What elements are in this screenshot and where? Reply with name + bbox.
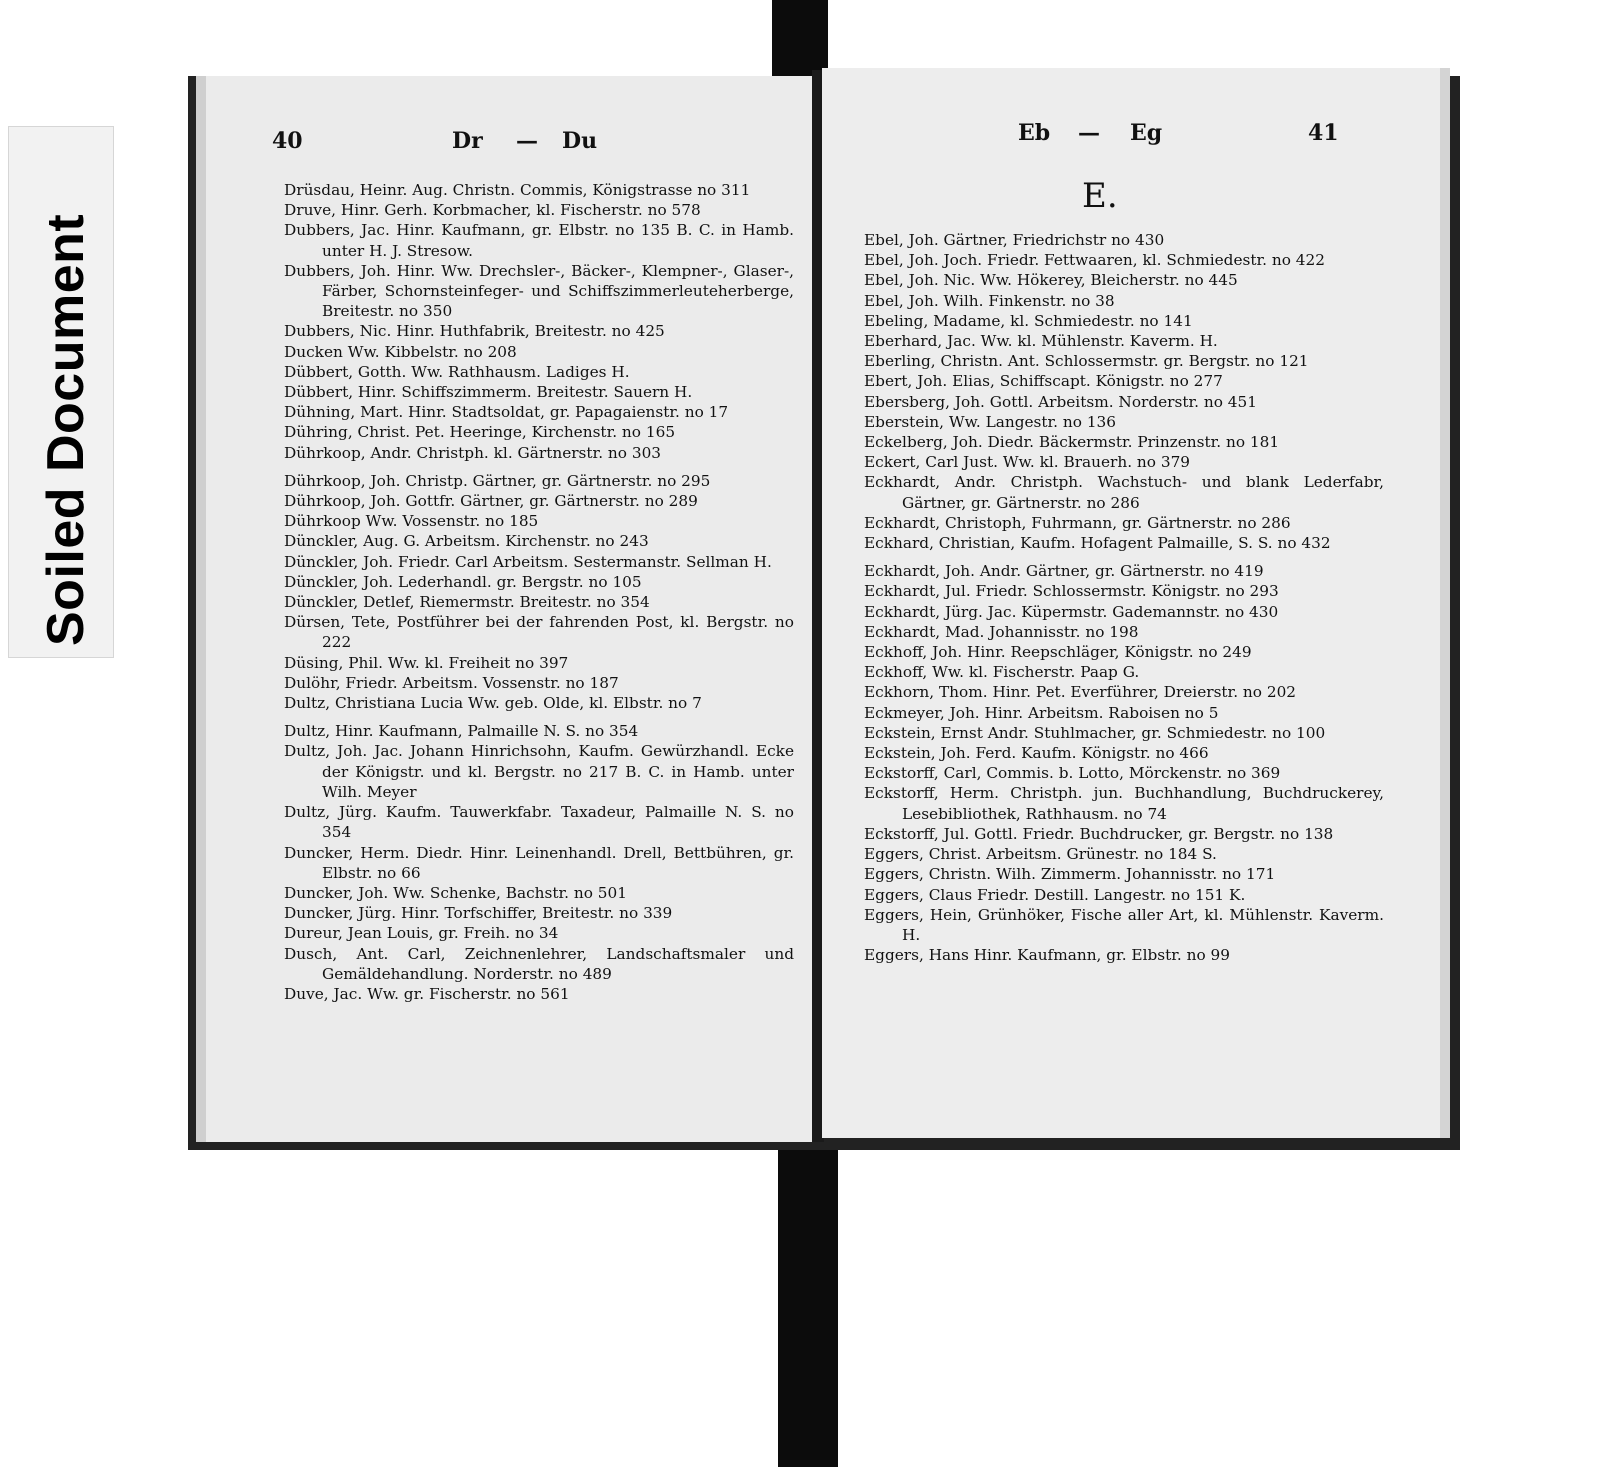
directory-entry: Eckstorff, Herm. Christph. jun. Buchhandlung, Buchdruckerey, Lesebibliothek, Rathhausm. no 74 [864, 784, 1384, 823]
directory-entry: Dünckler, Joh. Friedr. Carl Arbeitsm. Sestermanstr. Sellman H. [284, 552, 772, 571]
right-running-head-dash: — [1078, 120, 1100, 146]
directory-entry: Dultz, Jürg. Kaufm. Tauwerkfabr. Taxadeur, Palmaille N. S. no 354 [284, 803, 794, 842]
directory-entry: Ebel, Joh. Gärtner, Friedrichstr no 430 [864, 231, 1165, 249]
directory-entry: Eckhardt, Andr. Christph. Wachstuch- und blank Lederfabr, Gärtner, gr. Gärtnerstr. no 286 [864, 473, 1384, 512]
directory-entry: Ducken Ww. Kibbelstr. no 208 [284, 342, 517, 361]
directory-entry: Eckhardt, Joh. Andr. Gärtner, gr. Gärtnerstr. no 419 [864, 562, 1264, 581]
directory-entry: Eggers, Christn. Wilh. Zimmerm. Johannisstr. no 171 [864, 865, 1276, 884]
left-entry-list [284, 180, 794, 1004]
right-running-head-from: Eb [1018, 120, 1051, 146]
right-running-head-to: Eg [1130, 120, 1163, 146]
directory-entry: Dünckler, Aug. G. Arbeitsm. Kirchenstr. no 243 [284, 532, 649, 551]
directory-entry: Dübbert, Gotth. Ww. Rathhausm. Ladiges H. [284, 362, 630, 381]
directory-entry: Dührkoop, Joh. Gottfr. Gärtner, gr. Gärtnerstr. no 289 [284, 492, 698, 511]
directory-entry: Eckhardt, Mad. Johannisstr. no 198 [864, 622, 1139, 641]
directory-entry: Düsing, Phil. Ww. kl. Freiheit no 397 [284, 653, 569, 672]
directory-entry: Eckhardt, Christoph, Fuhrmann, gr. Gärtnerstr. no 286 [864, 513, 1291, 532]
directory-entry: Dühning, Mart. Hinr. Stadtsoldat, gr. Papagaienstr. no 17 [284, 403, 729, 422]
directory-entry: Dührkoop, Andr. Christph. kl. Gärtnerstr. no 303 [284, 443, 662, 462]
right-entry-list [864, 230, 1384, 965]
directory-entry: Eckhoff, Joh. Hinr. Reepschläger, Königstr. no 249 [864, 643, 1252, 662]
directory-entry: Dürsen, Tete, Postführer bei der fahrenden Post, kl. Bergstr. no 222 [284, 613, 794, 652]
directory-entry: Eggers, Christ. Arbeitsm. Grünestr. no 184 S. [864, 845, 1217, 864]
directory-entry: Eggers, Hein, Grünhöker, Fische aller Art, kl. Mühlenstr. Kaverm. H. [864, 905, 1384, 944]
directory-entry: Eckstein, Joh. Ferd. Kaufm. Königstr. no 466 [864, 744, 1209, 763]
directory-entry: Duncker, Herm. Diedr. Hinr. Leinenhandl. Drell, Bettbühren, gr. Elbstr. no 66 [284, 843, 794, 882]
directory-entry: Eggers, Hans Hinr. Kaufmann, gr. Elbstr. no 99 [864, 946, 1231, 965]
directory-entry: Dubbers, Joh. Hinr. Ww. Drechsler-, Bäcker-, Klempner-, Glaser-, Färber, Schornsteinfeger- und Schiffszimmerleuteherberge, Breitestr. no 350 [284, 261, 794, 321]
left-running-head-from: Dr [452, 128, 483, 154]
right-page [822, 68, 1450, 1138]
directory-entry: Dureur, Jean Louis, gr. Freih. no 34 [284, 924, 559, 943]
directory-entry: Eckstein, Ernst Andr. Stuhlmacher, gr. Schmiedestr. no 100 [864, 723, 1326, 742]
binding-strip-top [772, 0, 828, 78]
directory-entry: Druve, Hinr. Gerh. Korbmacher, kl. Fischerstr. no 578 [284, 201, 701, 220]
directory-entry: Eckert, Carl Just. Ww. kl. Brauerh. no 379 [864, 453, 1191, 472]
directory-entry: Dubbers, Nic. Hinr. Huthfabrik, Breitestr. no 425 [284, 322, 665, 341]
directory-entry: Dultz, Joh. Jac. Johann Hinrichsohn, Kaufm. Gewürzhandl. Ecke der Königstr. und kl. Bergstr. no 217 B. C. in Hamb. unter Wilh. Meyer [284, 742, 794, 801]
directory-entry: Dühring, Christ. Pet. Heeringe, Kirchenstr. no 165 [284, 423, 676, 442]
directory-entry: Dührkoop, Joh. Christp. Gärtner, gr. Gärtnerstr. no 295 [284, 471, 711, 490]
directory-entry: Eckelberg, Joh. Diedr. Bäckermstr. Prinzenstr. no 181 [864, 433, 1280, 452]
directory-entry: Ebel, Joh. Wilh. Finkenstr. no 38 [864, 291, 1115, 310]
soiled-document-label: Soiled Document [37, 213, 95, 646]
left-running-head-to: Du [562, 128, 598, 154]
section-letter-heading: E. [1082, 176, 1118, 216]
right-page-number: 41 [1308, 120, 1339, 146]
directory-entry: Dulöhr, Friedr. Arbeitsm. Vossenstr. no 187 [284, 673, 619, 692]
directory-entry: Eberhard, Jac. Ww. kl. Mühlenstr. Kaverm. H. [864, 332, 1218, 351]
binding-strip-bottom [778, 1132, 838, 1467]
directory-entry: Dübbert, Hinr. Schiffszimmerm. Breitestr. Sauern H. [284, 383, 693, 402]
directory-entry: Dubbers, Jac. Hinr. Kaufmann, gr. Elbstr. no 135 B. C. in Hamb. unter H. J. Stresow. [284, 221, 794, 260]
directory-entry: Eckmeyer, Joh. Hinr. Arbeitsm. Raboisen no 5 [864, 703, 1219, 722]
directory-entry: Dultz, Christiana Lucia Ww. geb. Olde, kl. Elbstr. no 7 [284, 694, 702, 713]
directory-entry: Eckhardt, Jürg. Jac. Küpermstr. Gademannstr. no 430 [864, 602, 1279, 621]
directory-entry: Eckhardt, Jul. Friedr. Schlossermstr. Königstr. no 293 [864, 582, 1279, 601]
left-running-head-dash: — [516, 128, 538, 154]
directory-entry: Ebersberg, Joh. Gottl. Arbeitsm. Norderstr. no 451 [864, 392, 1257, 411]
directory-entry: Dünckler, Detlef, Riemermstr. Breitestr. no 354 [284, 593, 650, 612]
directory-entry: Dünckler, Joh. Lederhandl. gr. Bergstr. no 105 [284, 572, 642, 591]
directory-entry: Ebeling, Madame, kl. Schmiedestr. no 141 [864, 311, 1193, 330]
directory-entry: Duncker, Joh. Ww. Schenke, Bachstr. no 501 [284, 883, 627, 902]
directory-entry: Duncker, Jürg. Hinr. Torfschiffer, Breitestr. no 339 [284, 904, 673, 923]
directory-entry: Drüsdau, Heinr. Aug. Christn. Commis, Königstrasse no 311 [284, 181, 751, 199]
directory-entry: Eckhard, Christian, Kaufm. Hofagent Palmaille, S. S. no 432 [864, 534, 1331, 553]
directory-entry: Eckstorff, Carl, Commis. b. Lotto, Mörckenstr. no 369 [864, 764, 1281, 783]
left-page [196, 76, 814, 1142]
directory-entry: Ebel, Joh. Joch. Friedr. Fettwaaren, kl. Schmiedestr. no 422 [864, 251, 1326, 270]
directory-entry: Eckhoff, Ww. kl. Fischerstr. Paap G. [864, 663, 1140, 682]
directory-entry: Ebel, Joh. Nic. Ww. Hökerey, Bleicherstr. no 445 [864, 271, 1238, 290]
directory-entry: Dultz, Hinr. Kaufmann, Palmaille N. S. no 354 [284, 722, 639, 741]
directory-entry: Dührkoop Ww. Vossenstr. no 185 [284, 512, 539, 531]
directory-entry: Eckhorn, Thom. Hinr. Pet. Everführer, Dreierstr. no 202 [864, 683, 1297, 702]
left-page-number: 40 [272, 128, 303, 154]
directory-entry: Eberstein, Ww. Langestr. no 136 [864, 412, 1117, 431]
directory-entry: Eckstorff, Jul. Gottl. Friedr. Buchdrucker, gr. Bergstr. no 138 [864, 824, 1334, 843]
directory-entry: Eggers, Claus Friedr. Destill. Langestr. no 151 K. [864, 885, 1246, 904]
directory-entry: Duve, Jac. Ww. gr. Fischerstr. no 561 [284, 984, 570, 1003]
directory-entry: Dusch, Ant. Carl, Zeichnenlehrer, Landschaftsmaler und Gemäldehandlung. Norderstr. no 489 [284, 944, 794, 983]
directory-entry: Ebert, Joh. Elias, Schiffscapt. Königstr. no 277 [864, 372, 1223, 391]
directory-entry: Eberling, Christn. Ant. Schlossermstr. gr. Bergstr. no 121 [864, 352, 1309, 371]
